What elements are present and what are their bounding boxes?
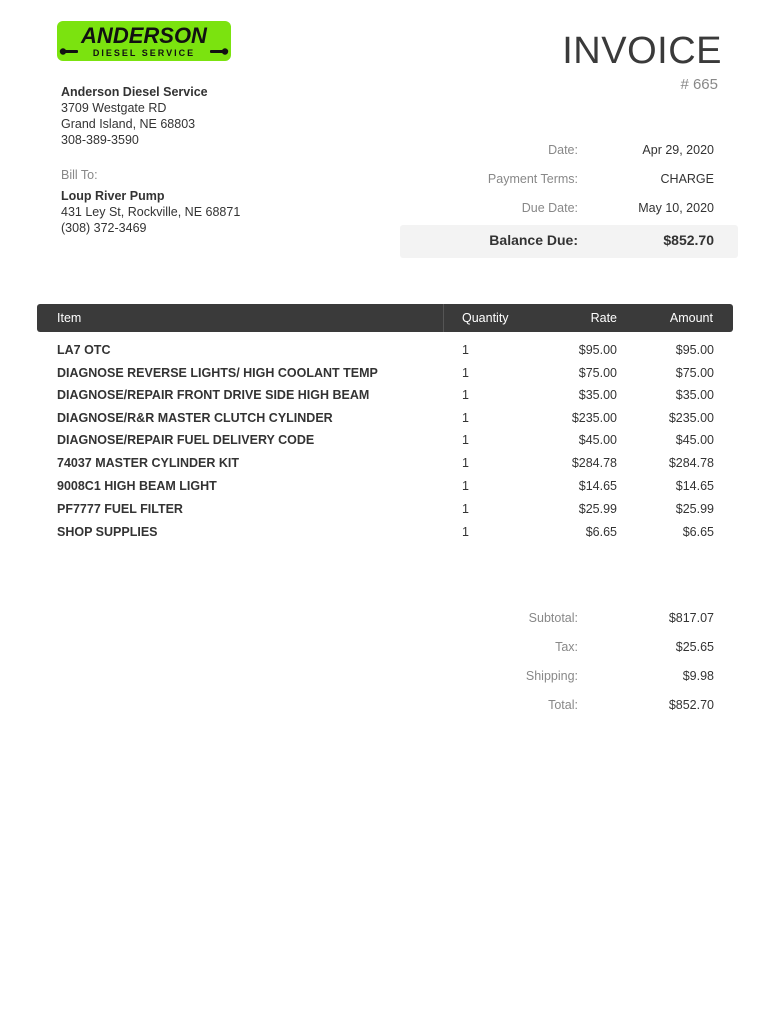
tax-value: $25.65 xyxy=(675,640,714,654)
due-date-value: May 10, 2020 xyxy=(638,201,714,215)
company-address-line2: Grand Island, NE 68803 xyxy=(61,117,196,131)
payment-terms-label: Payment Terms: xyxy=(487,172,578,186)
invoice-number: # 665 xyxy=(680,76,718,93)
row-rate: $35.00 xyxy=(578,388,617,402)
table-row xyxy=(0,366,770,389)
row-quantity: 1 xyxy=(462,411,469,425)
header-amount: Amount xyxy=(669,311,713,325)
table-row xyxy=(0,433,770,456)
table-row xyxy=(0,479,770,502)
row-amount: $14.65 xyxy=(675,479,714,493)
row-quantity: 1 xyxy=(462,502,469,516)
header-quantity: Quantity xyxy=(462,311,509,325)
table-row xyxy=(0,343,770,366)
row-rate: $95.00 xyxy=(578,343,617,357)
table-row xyxy=(0,388,770,411)
row-item: SHOP SUPPLIES xyxy=(57,525,158,539)
row-amount: $35.00 xyxy=(675,388,714,402)
row-item: DIAGNOSE/R&R MASTER CLUTCH CYLINDER xyxy=(57,411,333,425)
header-rate: Rate xyxy=(590,311,617,325)
row-quantity: 1 xyxy=(462,433,469,447)
company-phone: 308-389-3590 xyxy=(61,133,139,147)
subtotal-value: $817.07 xyxy=(668,611,714,625)
row-rate: $235.00 xyxy=(571,411,617,425)
items-table-header xyxy=(37,304,733,332)
row-item: 74037 MASTER CYLINDER KIT xyxy=(57,456,239,470)
row-amount: $75.00 xyxy=(675,366,714,380)
bill-to-info xyxy=(61,188,240,236)
row-amount: $284.78 xyxy=(668,456,714,470)
row-amount: $6.65 xyxy=(682,525,714,539)
row-rate: $75.00 xyxy=(578,366,617,380)
table-row xyxy=(0,502,770,525)
bill-to-label: Bill To: xyxy=(61,168,98,182)
bill-to-name: Loup River Pump xyxy=(61,189,165,203)
due-date-label: Due Date: xyxy=(521,201,578,215)
balance-due-label: Balance Due: xyxy=(489,232,578,248)
row-item: LA7 OTC xyxy=(57,343,111,357)
header-divider xyxy=(443,304,444,332)
date-label: Date: xyxy=(548,143,578,157)
row-item: PF7777 FUEL FILTER xyxy=(57,502,183,516)
row-rate: $284.78 xyxy=(571,456,617,470)
date-value: Apr 29, 2020 xyxy=(642,143,714,157)
company-name: Anderson Diesel Service xyxy=(61,85,208,99)
row-quantity: 1 xyxy=(462,366,469,380)
shipping-value: $9.98 xyxy=(682,669,714,683)
total-label: Total: xyxy=(548,698,578,712)
row-quantity: 1 xyxy=(462,479,469,493)
table-row xyxy=(0,411,770,434)
subtotal-label: Subtotal: xyxy=(528,611,578,625)
row-rate: $14.65 xyxy=(578,479,617,493)
row-item: DIAGNOSE/REPAIR FRONT DRIVE SIDE HIGH BEAM xyxy=(57,388,370,402)
row-quantity: 1 xyxy=(462,525,469,539)
row-amount: $95.00 xyxy=(675,343,714,357)
row-quantity: 1 xyxy=(462,388,469,402)
row-item: 9008C1 HIGH BEAM LIGHT xyxy=(57,479,217,493)
total-value: $852.70 xyxy=(668,698,714,712)
header-item: Item xyxy=(57,311,82,325)
logo-tagline: DIESEL SERVICE xyxy=(92,48,196,58)
invoice-title: INVOICE xyxy=(562,30,722,72)
row-quantity: 1 xyxy=(462,456,469,470)
company-info xyxy=(61,84,208,148)
row-amount: $45.00 xyxy=(675,433,714,447)
bill-to-address: 431 Ley St, Rockville, NE 68871 xyxy=(61,205,241,219)
table-row xyxy=(0,456,770,479)
row-rate: $45.00 xyxy=(578,433,617,447)
company-logo xyxy=(56,20,232,62)
row-item: DIAGNOSE/REPAIR FUEL DELIVERY CODE xyxy=(57,433,315,447)
table-row xyxy=(0,525,770,548)
shipping-label: Shipping: xyxy=(525,669,578,683)
company-address-line1: 3709 Westgate RD xyxy=(61,101,167,115)
balance-due-value: $852.70 xyxy=(663,232,714,248)
payment-terms-value: CHARGE xyxy=(660,172,714,186)
logo-wordmark: ANDERSON xyxy=(81,23,207,48)
row-amount: $25.99 xyxy=(675,502,714,516)
row-amount: $235.00 xyxy=(668,411,714,425)
bill-to-phone: (308) 372-3469 xyxy=(61,221,147,235)
tax-label: Tax: xyxy=(555,640,578,654)
row-quantity: 1 xyxy=(462,343,469,357)
row-rate: $6.65 xyxy=(585,525,617,539)
row-item: DIAGNOSE REVERSE LIGHTS/ HIGH COOLANT TEMP xyxy=(57,366,378,380)
row-rate: $25.99 xyxy=(578,502,617,516)
